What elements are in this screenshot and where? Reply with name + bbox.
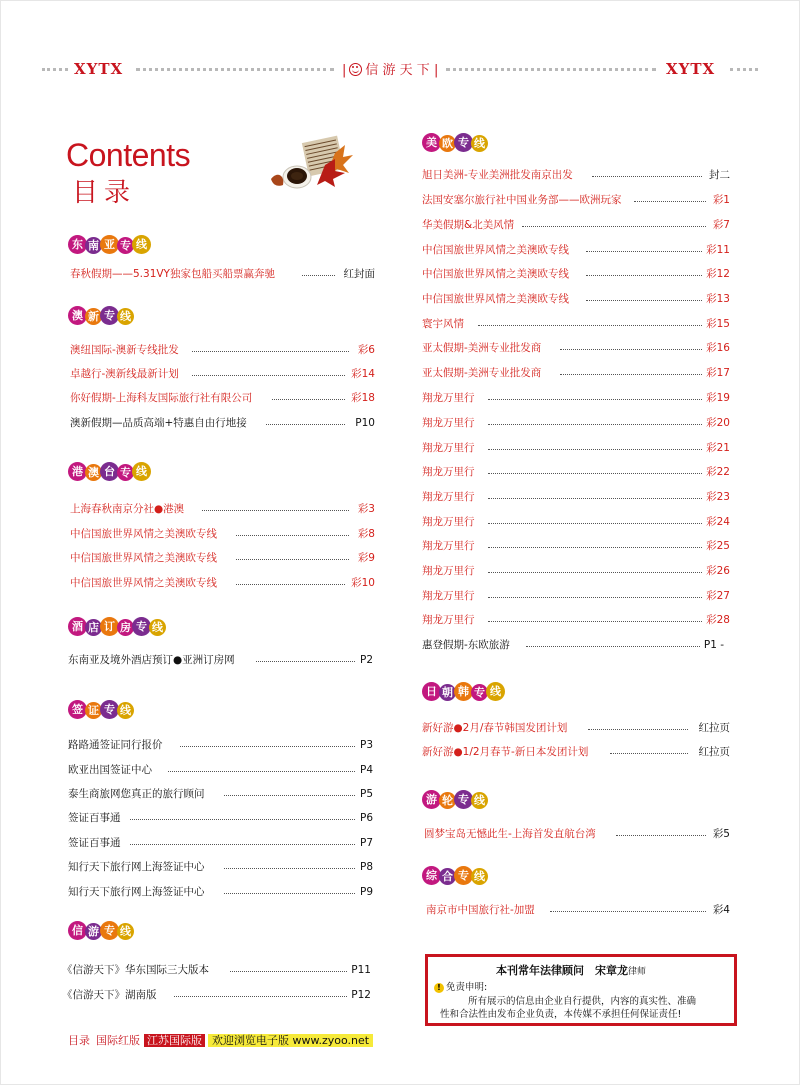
section-char: 线 (149, 619, 166, 636)
leader-dots (592, 176, 702, 177)
toc-entry-title: 澳新假期—品质高端+特惠自由行地接 (70, 417, 247, 429)
toc-entry[interactable] (68, 762, 373, 778)
section-char: 线 (471, 868, 488, 885)
toc-entry-page: 彩25 (706, 540, 730, 552)
toc-entry[interactable] (422, 514, 730, 530)
section-char: 线 (117, 702, 134, 719)
toc-entry[interactable] (422, 464, 730, 480)
toc-entry-title: 中信国旅世界风情之美澳欧专线 (70, 552, 217, 564)
leader-dots (550, 911, 706, 912)
toc-entry-page: 彩10 (351, 577, 375, 589)
toc-entry[interactable] (68, 835, 373, 851)
toc-entry[interactable] (422, 440, 730, 456)
toc-entry-page: 彩13 (706, 293, 730, 305)
toc-entry[interactable] (422, 637, 724, 653)
toc-entry-page: 彩12 (706, 268, 730, 280)
toc-entry-page: 红封面 (343, 268, 375, 280)
section-char: 签 (68, 700, 87, 719)
toc-entry[interactable] (70, 366, 375, 382)
toc-entry[interactable] (70, 575, 375, 591)
footer-section-label: 目录 (68, 1034, 90, 1047)
leader-dots (272, 399, 345, 400)
footer-website-link[interactable]: 欢迎浏览电子版 www.zyoo.net (208, 1034, 373, 1047)
toc-entry-title: 泰生商旅网您真正的旅行顾问 (68, 788, 205, 800)
header-dots-mid-right (446, 68, 656, 71)
toc-entry-title: 签证百事通 (68, 837, 121, 849)
toc-entry[interactable] (70, 550, 375, 566)
toc-entry-title: 春秋假期——5.31VY独家包船买船票赢奔驰 (70, 268, 275, 280)
leader-dots (588, 729, 688, 730)
section-char: 线 (117, 308, 134, 325)
header-dots-mid-left (136, 68, 334, 71)
toc-entry-page: P11 (351, 964, 371, 976)
toc-entry-page: 红拉页 (698, 722, 730, 734)
toc-entry-page: P10 (355, 417, 375, 429)
toc-entry-title: 《信游天下》湖南版 (62, 989, 157, 1001)
section-char: 朝 (439, 684, 456, 701)
toc-entry-title: 惠登假期-东欧旅游 (422, 639, 510, 651)
toc-entry-title: 翔龙万里行 (422, 565, 475, 577)
legal-advisor-box (425, 954, 737, 1026)
section-header-hotel-booking (68, 615, 164, 639)
section-header-japan-korea (422, 680, 503, 704)
toc-entry-page: 彩28 (706, 614, 730, 626)
section-char: 澳 (68, 306, 87, 325)
coffee-leaves-illustration (265, 135, 355, 195)
section-char: 轮 (439, 792, 456, 809)
brand-left: XYTX (74, 60, 124, 78)
toc-entry-title: 法国安塞尔旅行社中国业务部——欧洲玩家 (422, 194, 622, 206)
leader-dots (236, 559, 349, 560)
section-char: 线 (132, 462, 151, 481)
header-bar-right: | (433, 63, 439, 78)
header-dots-right (730, 68, 758, 71)
toc-entry-title: 《信游天下》华东国际三大版本 (62, 964, 209, 976)
disclaimer-label-row (434, 979, 487, 993)
leader-dots (560, 349, 702, 350)
legal-advisor-title (496, 962, 646, 978)
section-char: 专 (132, 617, 151, 636)
toc-entry-page: 彩26 (706, 565, 730, 577)
section-char: 酒 (68, 617, 87, 636)
section-char: 澳 (85, 464, 102, 481)
section-header-cruise (422, 788, 486, 812)
toc-entry-page: P3 (359, 739, 373, 751)
leader-dots (526, 646, 700, 647)
brand-right: XYTX (666, 60, 716, 78)
toc-entry[interactable] (62, 962, 371, 978)
leader-dots (180, 746, 355, 747)
toc-entry-page: 彩1 (712, 194, 730, 206)
toc-entry-title: 签证百事通 (68, 812, 121, 824)
leader-dots (192, 351, 349, 352)
section-char: 专 (454, 866, 473, 885)
toc-entry-page: 彩24 (706, 516, 730, 528)
toc-entry-page: 彩18 (351, 392, 375, 404)
section-char: 证 (85, 702, 102, 719)
toc-entry[interactable] (422, 538, 730, 554)
section-char: 专 (100, 921, 119, 940)
section-char: 游 (422, 790, 441, 809)
toc-entry-page: 彩11 (706, 244, 730, 256)
contents-title-en: Contents (66, 137, 191, 173)
section-char: 美 (422, 133, 441, 152)
header-title-text: 信 游 天 下 (365, 63, 430, 78)
section-header-southeast-asia (68, 233, 149, 257)
toc-entry[interactable] (422, 489, 730, 505)
disclaimer-line-2: 性和合法性由发布企业负责，本传媒不承担任何保证责任! (440, 1009, 682, 1020)
toc-entry[interactable] (422, 588, 730, 604)
toc-entry-page: 彩19 (706, 392, 730, 404)
section-char: 亚 (100, 235, 119, 254)
leader-dots (488, 449, 702, 450)
toc-entry-page: 彩9 (357, 552, 375, 564)
section-char: 南 (85, 237, 102, 254)
toc-entry[interactable] (70, 342, 375, 358)
toc-entry[interactable] (422, 266, 730, 282)
toc-entry-title: 翔龙万里行 (422, 466, 475, 478)
leader-dots (224, 795, 355, 796)
section-char: 线 (132, 235, 151, 254)
toc-entry[interactable] (422, 390, 730, 406)
toc-entry-page: 彩21 (706, 442, 730, 454)
leader-dots (488, 547, 702, 548)
leader-dots (130, 844, 355, 845)
toc-entry[interactable] (422, 242, 730, 258)
section-char: 港 (68, 462, 87, 481)
toc-entry-page: 彩8 (357, 528, 375, 540)
toc-entry-title: 中信国旅世界风情之美澳欧专线 (422, 293, 569, 305)
toc-entry-page: 彩17 (706, 367, 730, 379)
toc-entry-title: 东南亚及境外酒店预订●亚洲订房网 (68, 654, 235, 666)
legal-advisor-suffix: 律师 (628, 967, 647, 977)
toc-entry-page: P12 (351, 989, 371, 1001)
toc-entry-title: 中信国旅世界风情之美澳欧专线 (70, 528, 217, 540)
section-header-xinyou (68, 919, 132, 943)
toc-entry-page: P6 (359, 812, 373, 824)
toc-entry-page: P9 (359, 886, 373, 898)
toc-entry-title: 翔龙万里行 (422, 491, 475, 503)
leader-dots (488, 572, 702, 573)
toc-entry-title: 新好游●2月/春节韩国发团计划 (422, 722, 568, 734)
toc-entry-title: 澳纽国际-澳新专线批发 (70, 344, 179, 356)
section-char: 综 (422, 866, 441, 885)
toc-entry-title: 翔龙万里行 (422, 516, 475, 528)
toc-entry-title: 南京市中国旅行社-加盟 (426, 904, 535, 916)
toc-entry[interactable] (422, 192, 730, 208)
leader-dots (236, 535, 349, 536)
leader-dots (224, 893, 355, 894)
section-char: 店 (85, 619, 102, 636)
toc-entry[interactable] (422, 291, 730, 307)
toc-entry[interactable] (62, 987, 371, 1003)
leader-dots (488, 424, 702, 425)
leader-dots (130, 819, 355, 820)
toc-entry[interactable] (422, 217, 730, 233)
disclaimer-line-1: 所有展示的信息由企业自行提供，内容的真实性、准确 (468, 996, 697, 1007)
toc-entry-page: 彩3 (357, 503, 375, 515)
toc-entry-title: 旭日美洲-专业美洲批发南京出发 (422, 169, 573, 181)
toc-entry[interactable] (426, 902, 730, 918)
section-char: 专 (454, 133, 473, 152)
section-char: 专 (454, 790, 473, 809)
toc-entry-title: 中信国旅世界风情之美澳欧专线 (422, 268, 569, 280)
toc-entry-page: 封二 (709, 169, 730, 181)
toc-entry[interactable] (422, 340, 730, 356)
toc-entry-page: 彩6 (357, 344, 375, 356)
toc-entry-title: 翔龙万里行 (422, 540, 475, 552)
header-dots-left (42, 68, 68, 71)
toc-entry[interactable] (422, 612, 730, 628)
toc-entry[interactable] (70, 266, 375, 282)
section-char: 线 (486, 682, 505, 701)
section-header-visa (68, 698, 132, 722)
toc-entry[interactable] (68, 884, 373, 900)
toc-entry[interactable] (422, 415, 730, 431)
toc-entry[interactable] (68, 737, 373, 753)
section-header-america-europe (422, 131, 486, 155)
footer-edition-label: 国际红版 (96, 1034, 140, 1047)
leader-dots (488, 399, 702, 400)
leader-dots (586, 251, 702, 252)
section-char: 订 (100, 617, 119, 636)
section-char: 东 (68, 235, 87, 254)
toc-entry[interactable] (422, 316, 730, 332)
section-char: 专 (100, 700, 119, 719)
warning-icon: ! (434, 983, 444, 993)
leader-dots (522, 226, 706, 227)
leader-dots (488, 473, 702, 474)
page-footer (68, 1033, 373, 1049)
legal-advisor-name: 本刊常年法律顾问 宋章龙 (496, 964, 628, 977)
header-bar-left: | (342, 63, 347, 78)
toc-entry-page: 彩5 (712, 828, 730, 840)
leader-dots (174, 996, 347, 997)
leader-dots (488, 498, 702, 499)
toc-entry-page: P5 (359, 788, 373, 800)
header-center-title (342, 59, 438, 78)
toc-entry-title: 卓越行-澳新线最新计划 (70, 368, 179, 380)
toc-entry[interactable] (422, 720, 730, 736)
section-char: 线 (117, 923, 134, 940)
toc-entry[interactable] (70, 415, 375, 431)
leader-dots (610, 753, 688, 754)
toc-entry[interactable] (68, 859, 373, 875)
section-char: 韩 (454, 682, 473, 701)
toc-entry-title: 路路通签证同行报价 (68, 739, 163, 751)
leader-dots (586, 275, 702, 276)
toc-entry-page: 彩20 (706, 417, 730, 429)
section-char: 专 (117, 237, 134, 254)
toc-entry-title: 圆梦宝岛无憾此生-上海首发直航台湾 (424, 828, 596, 840)
toc-entry-page: P7 (359, 837, 373, 849)
leader-dots (236, 584, 345, 585)
toc-entry-page: 彩15 (706, 318, 730, 330)
section-header-general (422, 864, 486, 888)
toc-entry-title: 你好假期-上海科友国际旅行社有限公司 (70, 392, 253, 404)
section-char: 线 (471, 792, 488, 809)
toc-entry-page: 彩16 (706, 342, 730, 354)
toc-entry-page: 彩7 (712, 219, 730, 231)
toc-entry-page: P1 - (703, 639, 724, 651)
toc-entry[interactable] (68, 652, 373, 668)
section-char: 合 (439, 868, 456, 885)
toc-entry-title: 知行天下旅行网上海签证中心 (68, 861, 205, 873)
toc-entry-title: 欧亚出国签证中心 (68, 764, 152, 776)
leader-dots (168, 771, 355, 772)
section-char: 专 (100, 306, 119, 325)
contents-title-zh: 目录 (72, 178, 137, 208)
toc-entry-page: P4 (359, 764, 373, 776)
toc-entry[interactable] (70, 390, 375, 406)
toc-entry[interactable] (70, 501, 375, 517)
section-char: 游 (85, 923, 102, 940)
section-char: 信 (68, 921, 87, 940)
toc-entry[interactable] (422, 563, 730, 579)
leader-dots (256, 661, 355, 662)
leader-dots (192, 375, 345, 376)
section-header-hk-macau-taiwan (68, 460, 149, 484)
toc-entry[interactable] (68, 786, 373, 802)
leader-dots (302, 275, 335, 276)
section-char: 房 (117, 619, 134, 636)
smiley-icon (349, 63, 362, 76)
toc-entry-title: 华美假期&北美风情 (422, 219, 515, 231)
toc-entry[interactable] (422, 167, 730, 183)
toc-entry-title: 寰宇风情 (422, 318, 464, 330)
leader-dots (478, 325, 702, 326)
toc-entry-title: 翔龙万里行 (422, 417, 475, 429)
section-char: 欧 (439, 135, 456, 152)
leader-dots (266, 424, 345, 425)
toc-entry-page: 彩23 (706, 491, 730, 503)
leader-dots (488, 621, 702, 622)
disclaimer-label: 免责申明: (446, 982, 488, 993)
leader-dots (488, 523, 702, 524)
leader-dots (616, 835, 706, 836)
toc-entry-title: 亚太假期-美洲专业批发商 (422, 367, 542, 379)
toc-entry-title: 知行天下旅行网上海签证中心 (68, 886, 205, 898)
toc-entry-page: P2 (359, 654, 373, 666)
toc-entry-page: 红拉页 (698, 746, 730, 758)
toc-entry[interactable] (422, 365, 730, 381)
toc-entry[interactable] (68, 810, 373, 826)
section-char: 专 (117, 464, 134, 481)
coffee-cup-icon (283, 166, 311, 188)
leader-dots (224, 868, 355, 869)
toc-entry-title: 新好游●1/2月春节-新日本发团计划 (422, 746, 589, 758)
leader-dots (202, 510, 349, 511)
toc-entry[interactable] (70, 526, 375, 542)
toc-entry-title: 翔龙万里行 (422, 614, 475, 626)
toc-entry-title: 亚太假期-美洲专业批发商 (422, 342, 542, 354)
section-char: 日 (422, 682, 441, 701)
footer-edition-badge: 江苏国际版 (144, 1034, 205, 1047)
page-header (0, 58, 800, 80)
leader-dots (230, 971, 347, 972)
toc-entry-page: 彩27 (706, 590, 730, 602)
toc-entry-title: 翔龙万里行 (422, 442, 475, 454)
toc-entry-title: 上海春秋南京分社●港澳 (70, 503, 185, 515)
toc-entry-page: 彩22 (706, 466, 730, 478)
leader-dots (634, 201, 706, 202)
toc-entry-title: 翔龙万里行 (422, 392, 475, 404)
toc-entry[interactable] (424, 826, 730, 842)
leader-dots (488, 597, 702, 598)
leaf-icon (271, 175, 283, 186)
toc-entry-title: 中信国旅世界风情之美澳欧专线 (422, 244, 569, 256)
leader-dots (586, 300, 702, 301)
toc-entry[interactable] (422, 744, 730, 760)
toc-entry-page: P8 (359, 861, 373, 873)
leader-dots (560, 374, 702, 375)
toc-entry-page: 彩4 (712, 904, 730, 916)
toc-entry-page: 彩14 (351, 368, 375, 380)
section-char: 线 (471, 135, 488, 152)
section-char: 新 (85, 308, 102, 325)
section-header-australia-nz (68, 304, 132, 328)
toc-entry-title: 翔龙万里行 (422, 590, 475, 602)
toc-entry-title: 中信国旅世界风情之美澳欧专线 (70, 577, 217, 589)
section-char: 专 (471, 684, 488, 701)
section-char: 台 (100, 462, 119, 481)
